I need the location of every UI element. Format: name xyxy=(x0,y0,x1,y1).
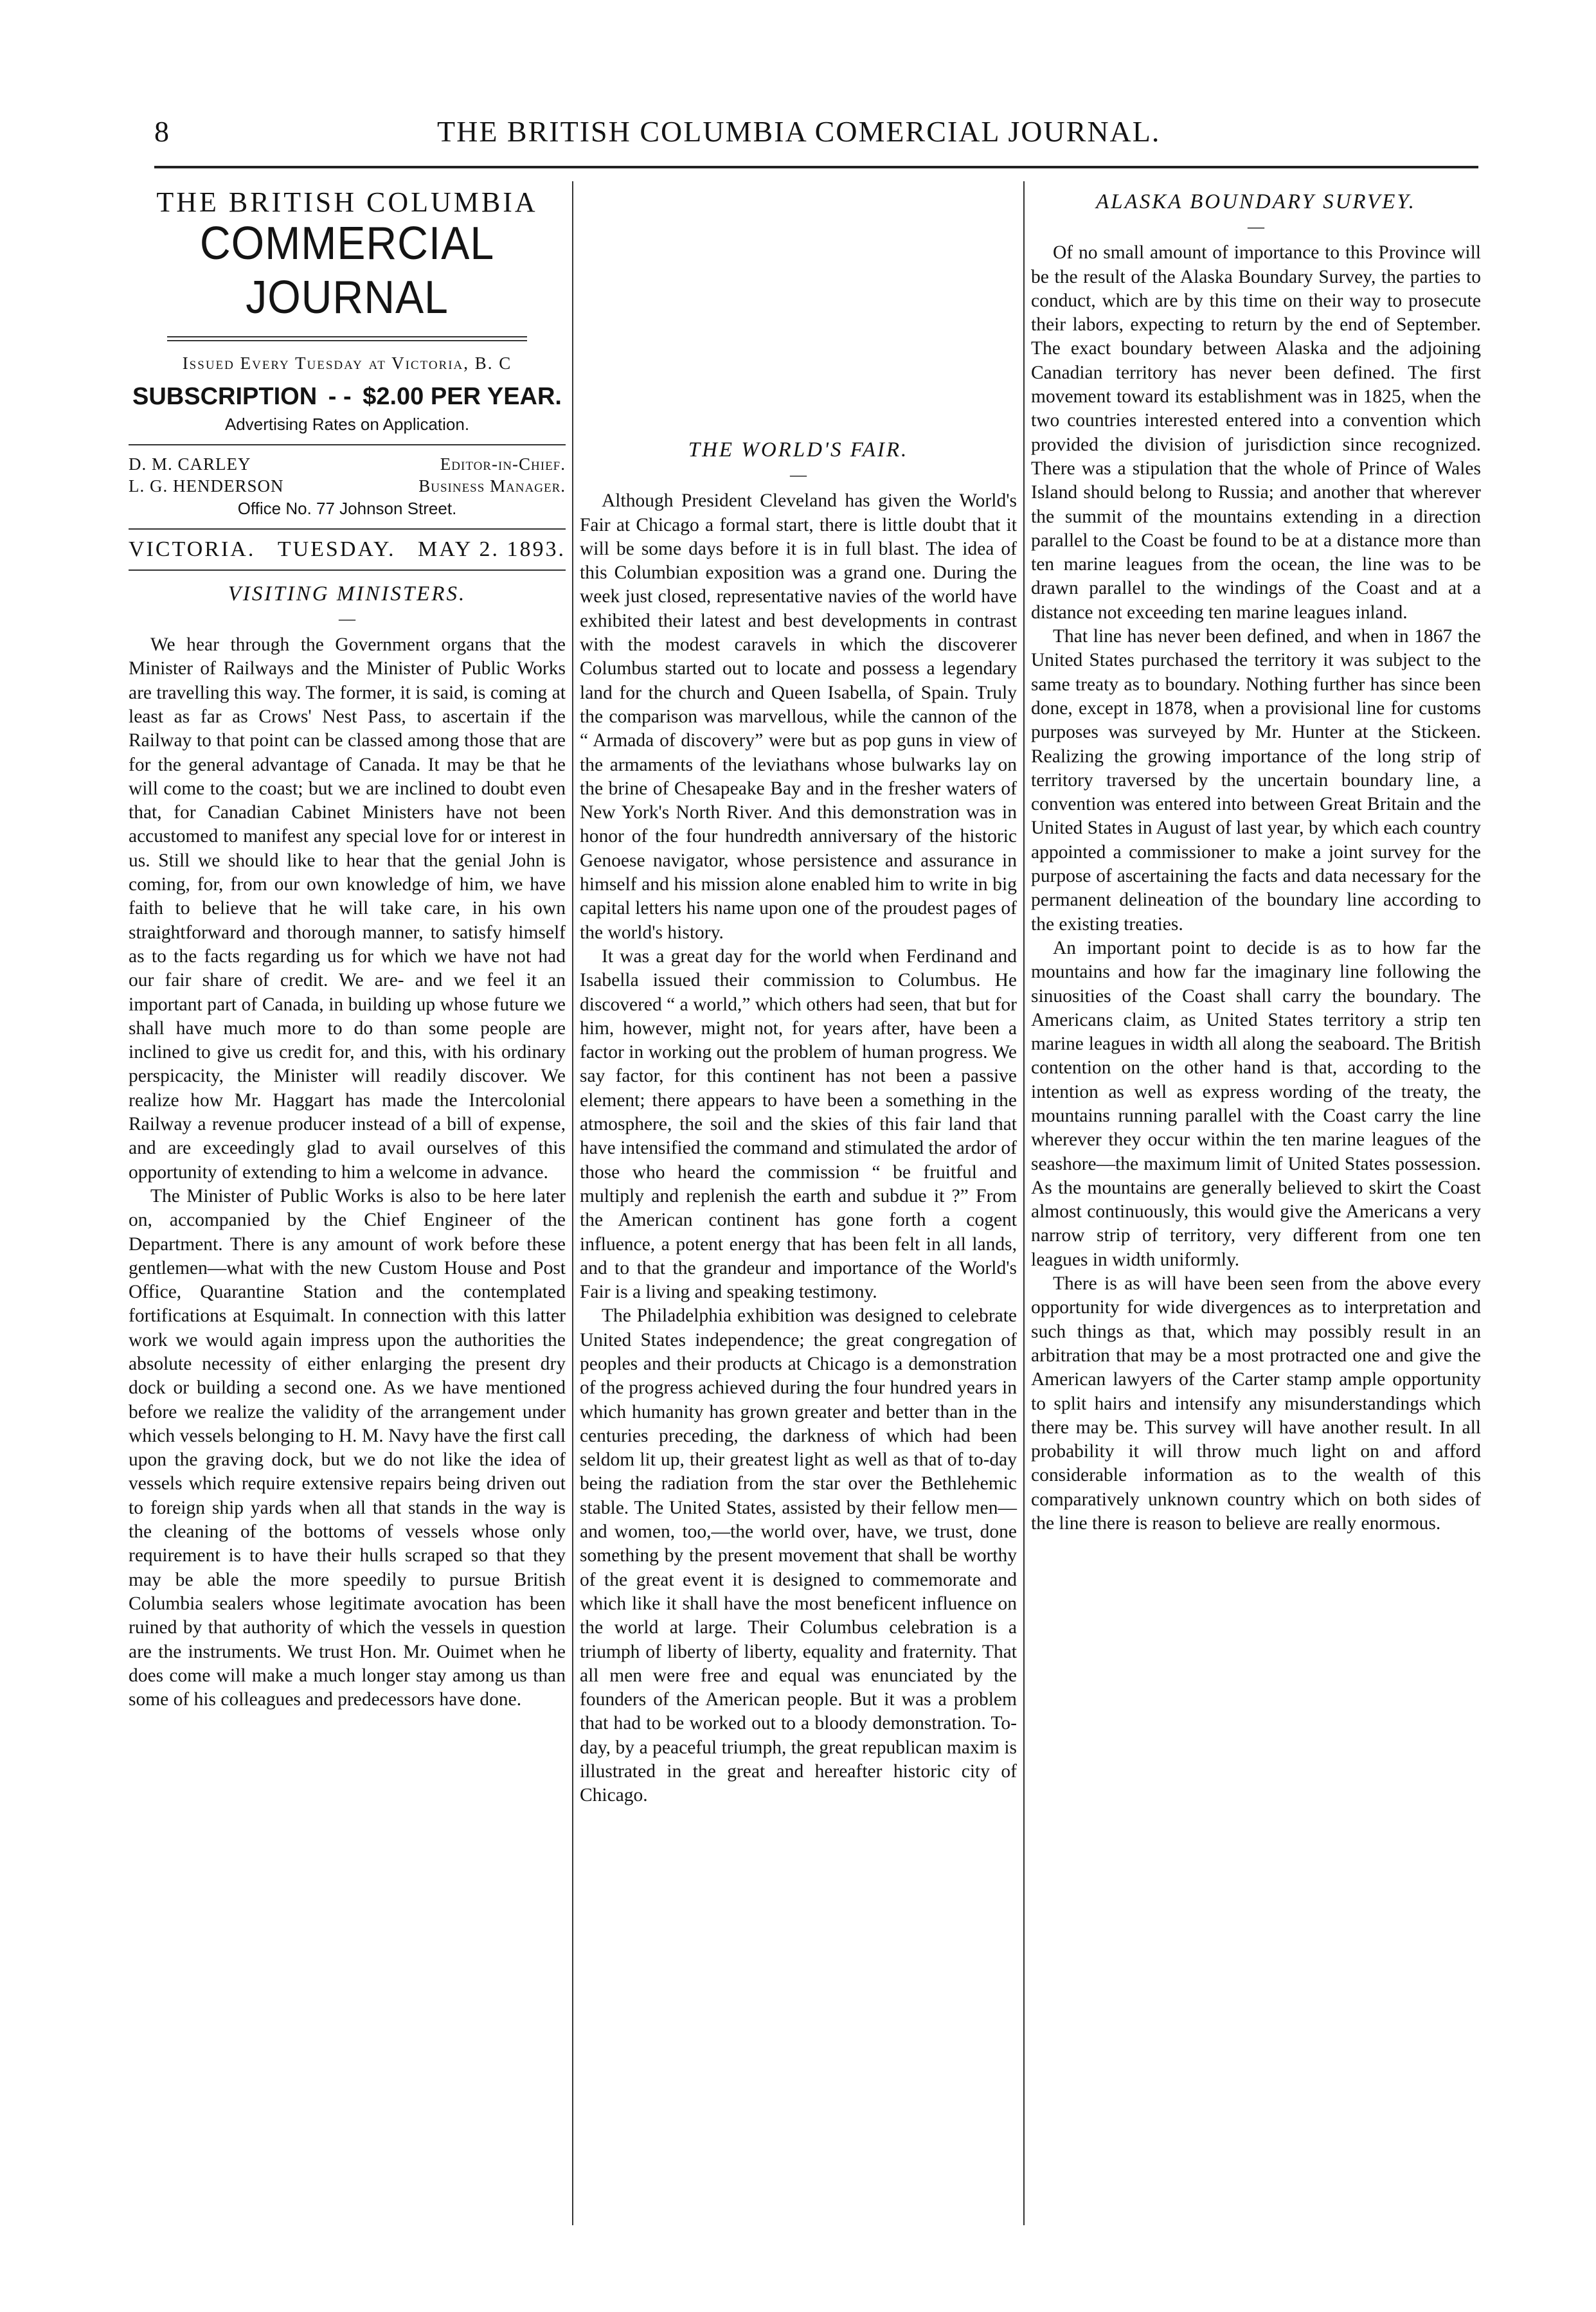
article-paragraph: The Minister of Public Works is also to be here later on, accompanied by the Chief Engineer of the Department. There is any amount of work before these gentlemen—what with the new Custom House and Post Office, Quarantine Station and the contemplated fortifications at Esquimalt. In connection with this latter work we would again impress upon the authorities the absolute necessity of either enlarging the present dry dock or building a second one. As we have mentioned before we realize the validity of the arrangement under which vessels belonging to H. M. Navy have the first call upon the graving dock, but we do not like the idea of vessels which require extensive repairs being driven out to foreign ship yards when all that stands in the way is the cleaning of the bottoms of vessels whose only requirement is to have their hulls scraped so that they may be able the more speedily to pursue British Columbia sealers whose legitimate avocation has been ruined by that authority of which the vessels in question are the instruments. We trust Hon. Mr. Ouimet when he does come will make a much longer stay among us than some of his colleagues and predecessors have done. xyxy=(129,1185,566,1710)
header-rule xyxy=(154,166,1478,168)
dateline-rule-top xyxy=(129,528,566,530)
subscription-price: $2.00 PER YEAR. xyxy=(363,382,562,410)
subscription-label: SUBSCRIPTION xyxy=(132,382,318,410)
heading-dash: — xyxy=(1248,217,1264,237)
column-left xyxy=(129,181,566,1712)
page-header xyxy=(154,114,1472,159)
staff-editor xyxy=(129,453,566,475)
column-divider xyxy=(1023,181,1025,2225)
article-paragraph: Of no small amount of importance to this Province will be the result of the Alaska Boundary Survey, the parties to conduct, which are by this time on their way to prosecute their labors, expecting to return by the end of September. The exact boundary between Alaska and the adjoining Canadian territory has never been defined. The first movement toward its establishment was in 1825, when the two countries interested entered into a convention which provided the division of jurisdiction since recognized. There was a stipulation that the whole of Prince of Wales Island should belong to Russia; and another that wherever the summit of the mountains extending in a direction parallel to the Coast be found to be at a distance more than ten marine leagues from the ocean, the line was to be drawn parallel to the windings of the Coast and at a distance not exceeding ten marine leagues inland. xyxy=(1031,242,1481,623)
editor-name: D. M. CARLEY xyxy=(129,454,251,474)
article-paragraph: That line has never been defined, and when in 1867 the United States purchased the territory it was subject to the same treaty as to boundary. Nothing further has since been done, except in 1878, when a provisional line for customs purposes was surveyed by Mr. Hunter at the Stickeen. Realizing the growing importance of the long strip of territory traversed by the uncertain boundary line, a convention was entered into between Great Britain and the United States in August of last year, by which each country appointed a commissioner to make a joint survey for the purpose of ascertaining the facts and data necessary for the permanent delineation of the boundary line according to the existing treaties. xyxy=(1031,626,1481,935)
article-heading-alaska-boundary: ALASKA BOUNDARY SURVEY. xyxy=(1096,190,1416,213)
running-title: THE BRITISH COLUMBIA COMERCIAL JOURNAL. xyxy=(437,115,1161,148)
dateline xyxy=(129,537,566,561)
article-paragraph: The Philadelphia exhibition was designed to celebrate United States independence; the great congregation of peoples and their products at Chicago is a demonstration of the progress achieved during the four hundred years in which humanity has grown greater and better than in the centuries preceding, the darkness of which had been seldom lit up, their greatest light as well as that of to-day being the radiation from the star over the Bethlehemic stable. The United States, assisted by their fellow men—and women, too,—the world over, have, we trust, done something by the present movement that shall be worthy of the great event it is designed to commemorate and which like it shall have the most beneficent influence on the world at large. Their Columbus celebration is a triumph of liberty of liberty, equality and fraternity. That all men were free and equal was enunciated by the founders of the American people. But it was a problem that had to be worked out to a bloody demonstration. To-day, by a peaceful triumph, the great republican maxim is illustrated in the great and hereafter historic city of Chicago. xyxy=(580,1305,1017,1806)
manager-name: L. G. HENDERSON xyxy=(129,476,284,496)
office-address: Office No. 77 Johnson Street. xyxy=(237,499,457,519)
dateline-place: VICTORIA. xyxy=(129,537,256,562)
issued-line: Issued Every Tuesday at Victoria, B. C xyxy=(182,354,512,373)
column-right xyxy=(1031,181,1481,1536)
article-heading-worlds-fair: THE WORLD'S FAIR. xyxy=(688,438,909,462)
subscription-line xyxy=(132,382,562,410)
dateline-day: TUESDAY. xyxy=(277,537,396,562)
editor-role: Editor-in-Chief. xyxy=(440,454,566,474)
subscription-dashes: - - xyxy=(328,382,352,410)
staff-manager xyxy=(129,475,566,497)
article-paragraph: We hear through the Government organs that the Minister of Railways and the Minister of Public Works are travelling this way. The former, it is said, is coming at least as far as Crows' Nest Pass, to ascertain if the Railway to that point can be classed among those that are for the general advantage of Canada. It may be that he will come to the coast; but we are inclined to doubt even that, for Canadian Cabinet Ministers have not been accustomed to manifest any special love for or interest in us. Still we should like to hear that the genial John is coming, for, from our own knowledge of him, we have faith to believe that he will take care, in his own straightforward and thorough manner, to satisfy himself as to the facts regarding us for which we have not had our fair share of credit. We are- and we feel it an important part of Canada, in building up whose future we shall have much more to do than some people are inclined to give us credit for, and this, with his ordinary perspicacity, the Minister will readily discover. We realize how Mr. Haggart has made the Intercolonial Railway a revenue producer instead of a bill of expense, and are exceedingly glad to avail ourselves of this opportunity of extending to him a welcome in advance. xyxy=(129,634,566,1183)
masthead-title: COMMERCIAL JOURNAL xyxy=(199,218,495,324)
heading-dash: — xyxy=(339,609,355,629)
page-number: 8 xyxy=(154,115,169,148)
advertising-rates: Advertising Rates on Application. xyxy=(224,414,470,434)
article-paragraph: An important point to decide is as to how far the mountains and how far the imaginary line following the sinuosities of the Coast shall carry the boundary. The Americans claim, as United States territory a strip ten marine leagues in width all along the seaboard. The British contention on the other hand is that, according to the intention as well as express wording of the treaty, the mountains running parallel with the Coast carry the line wherever they occur within the ten marine leagues of the seashore—the maximum limit of United States possession. As the mountains are generally believed to skirt the Coast almost continuously, this would give the Americans a very narrow strip of territory, very different from one ten leagues in width uniformly. xyxy=(1031,937,1481,1270)
dateline-date: MAY 2. 1893. xyxy=(418,537,566,562)
dateline-rule-bottom xyxy=(129,569,566,571)
article-paragraph: It was a great day for the world when Ferdinand and Isabella issued their commission to Columbus. He discovered “ a world,” which others had seen, that but for him, however, might not, for years after, have been a factor in working out the problem of human progress. We say factor, for this continent has not been a passive element; there appears to have been a something in the atmosphere, the soil and the skies of this fair land that have intensified the command and stimulated the ardor of those who heard the commission “ be fruitful and multiply and replenish the earth and subdue it ?” From the American continent has gone forth a cogent influence, a potent energy that has been felt in all lands, and to that the grandeur and importance of the World's Fair is a living and speaking testimony. xyxy=(580,945,1017,1303)
column-middle xyxy=(580,181,1017,1808)
article-heading-visiting-ministers: VISITING MINISTERS. xyxy=(228,582,467,605)
masthead-line1: THE BRITISH COLUMBIA xyxy=(156,186,538,218)
masthead-rule xyxy=(167,336,527,341)
column-divider xyxy=(572,181,573,2225)
masthead-divider xyxy=(129,444,566,445)
article-paragraph: Although President Cleveland has given the World's Fair at Chicago a formal start, there is little doubt that it will be some days before it is in full blast. The idea of this Columbian exposition was a grand one. During the week just closed, representative navies of the world have exhibited their latest and best developments in contrast with the modest caravels in which the discoverer Columbus started out to locate and possess a legendary land for the church and Queen Isabella, of Spain. Truly the comparison was marvellous, while the cannon of the “ Armada of discovery” were but as pop guns in view of the armaments of the leviathans whose bulwarks lay on the brine of Chesapeake Bay and in the fresher waters of New York's North River. And this demonstration was in honor of the four hundredth anniversary of the historic Genoese navigator, whose persistence and assurance in himself and his mission alone enabled him to write in big capital letters his name upon one of the proudest pages of the world's history. xyxy=(580,490,1017,943)
heading-dash: — xyxy=(790,465,807,485)
manager-role: Business Manager. xyxy=(418,476,566,496)
article-paragraph: There is as will have been seen from the above every opportunity for wide divergences as to interpretation and such things as that, which may possibly result in an arbitration that may be a most protracted one and give the American lawyers of the Carter stamp ample opportunity to split hairs and intensify any misunderstandings which there may be. This survey will have another result. In all probability it will throw much light on and afford considerable information as to the wealth of this comparatively unknown country which on both sides of the line there is reason to believe are really enormous. xyxy=(1031,1273,1481,1534)
